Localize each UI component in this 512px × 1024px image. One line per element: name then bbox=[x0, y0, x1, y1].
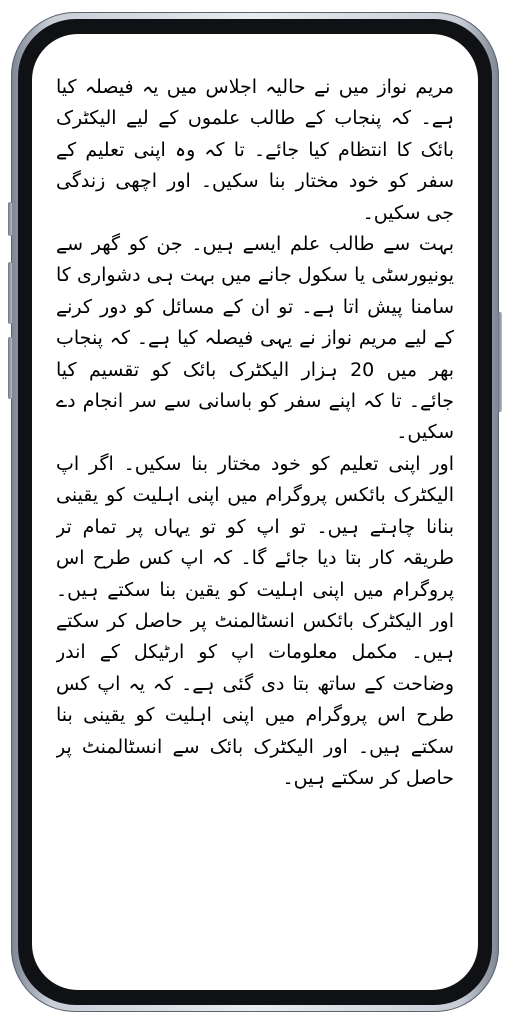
power-button bbox=[498, 312, 502, 412]
phone-bezel bbox=[18, 19, 492, 1005]
article-text bbox=[56, 72, 454, 960]
article-paragraph-2: بہت سے طالب علم ایسے ہیں۔ جن کو گھر سے یونیورسٹی یا سکول جانے میں بہت ہی دشواری کا سامنا پیش اتا ہے۔ تو ان کے مسائل کو دور کرنے کے لیے مریم نواز نے یہی فیصلہ کیا ہے۔ کہ پنجاب بھر میں 20 ہزار الیکٹرک بائک کو تقسیم کیا جائے۔ تا کہ اپنے سفر کو باسانی سے سر انجام دے سکیں۔ bbox=[56, 233, 454, 444]
article-paragraph-3: اور اپنی تعلیم کو خود مختار بنا سکیں۔ اگر اپ الیکٹرک بائکس پروگرام میں اپنی اہلیت کو یقینی بنانا چاہتے ہیں۔ تو اپ کو تو یہاں پر تمام تر طریقہ کار بتا دیا جائے گا۔ کہ اپ کس طرح اس پروگرام میں اپنی اہلیت کو یقین بنا سکتے ہیں۔ اور الیکٹرک بائکس انسٹالمنٹ پر حاصل کر سکتے ہیں۔ مکمل معلومات اپ کو ارٹیکل کے اندر وضاحت کے ساتھ بتا دی گئی ہے۔ کہ یہ اپ کس طرح اس پروگرام میں اپنی اہلیت کو یقینی بنا سکتے ہیں۔ اور الیکٹرک بائک سے انسٹالمنٹ پر حاصل کر سکتے ہیں۔ bbox=[56, 452, 454, 789]
phone-frame bbox=[11, 12, 499, 1012]
volume-up-button bbox=[8, 262, 12, 324]
phone-screen bbox=[32, 34, 478, 990]
article-paragraph-1: مریم نواز میں نے حالیہ اجلاس میں یہ فیصلہ کیا ہے۔ کہ پنجاب کے طالب علموں کے لیے الیکٹرک بائک کا انتظام کیا جائے۔ تا کہ وہ اپنی تعلیم کے سفر کو خود مختار بنا سکیں۔ اور اچھی زندگی جی سکیں۔ bbox=[56, 76, 454, 224]
silent-switch bbox=[8, 202, 12, 236]
volume-down-button bbox=[8, 337, 12, 399]
